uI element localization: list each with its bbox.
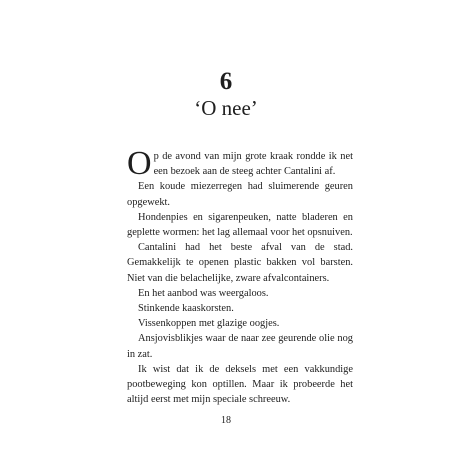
paragraph: Stinkende kaaskorsten. [138,303,234,315]
chapter-number: 6 [219,68,233,95]
first-paragraph-text: p de avond van mijn grote kraak rondde ik net een bezoek aan de steeg achter Cantalini af. [153,151,353,178]
drop-cap: O [127,145,152,182]
paragraph: Hondenpies en sigarenpeuken, natte bladeren en geplette wormen: het lag allemaal voor het opsnuiven. [127,211,353,239]
page-number: 18 [221,415,231,426]
first-paragraph [127,145,353,182]
chapter-title: ‘O nee’ [194,96,258,120]
chapter-body [127,145,353,407]
paragraph: Cantalini had het beste afval van de stad. Gemakkelijk te openen plastic bakken vol barsten. Niet van die belachelijke, zware afvalcontainers. [127,242,353,284]
paragraph: Ik wist dat ik de deksels met een vakkundige pootbeweging kon optillen. Maar ik probeerde het altijd eerst met mijn speciale schreeuw. [127,363,353,406]
paragraph: Ansjovisblikjes waar de naar zee geurende olie nog in zat. [127,333,353,360]
paragraph: En het aanbod was weergaloos. [138,287,269,299]
paragraph: Een koude miezerregen had sluimerende geuren opgewekt. [127,181,353,208]
paragraph: Vissenkoppen met glazige oogjes. [138,318,280,330]
